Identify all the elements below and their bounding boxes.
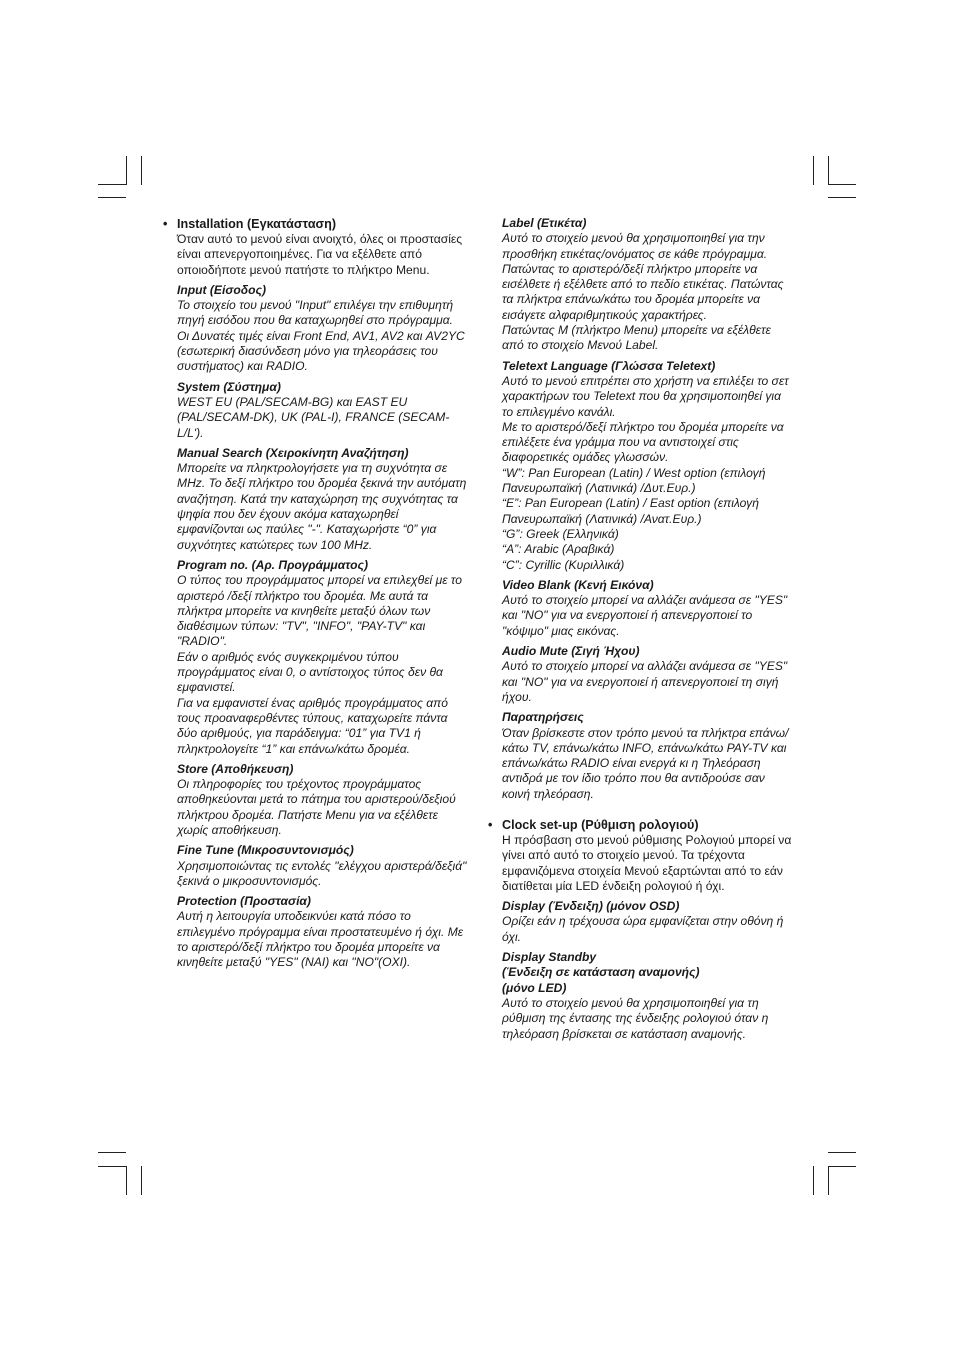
section-text: Αυτό το στοιχείο μενού θα χρησιμοποιηθεί για την προσθήκη ετικέτας/ονόματος σε κάθε πρόγραμμα. Πατώντας το αριστερό/δεξί πλήκτρο μπορείτε να εισέλθετε ή εξέλθετε από το πεδίο ετικέτας. Πατώντας τα πλήκτρα επάνω/κάτω του δρομέα μπορείτε να εισάγετε αλφαριθμητικούς χαρακτήρες. Πατώντας M (πλήκτρο Menu) μπορείτε να εξέλθετε από το στοιχείο Μενού Label.	[502, 231, 784, 353]
bullet-icon: •	[163, 217, 168, 231]
section-text: Μπορείτε να πληκτρολογήσετε για τη συχνότητα σε MHz. Το δεξί πλήκτρο του δρομέα ξεκινά την αυτόματη αναζήτηση. Κατά την καταχώρηση της συχνότητας τα ψηφία που δεν έχουν ακόμα καταχωρηθεί εμφανίζονται ως παύλες "-". Καταχωρήστε “0” για συχνότητες κατώτερες των 100 MHz.	[177, 461, 467, 552]
section-text: Ο τύπος του προγράμματος μπορεί να επιλεχθεί με το αριστερό /δεξί πλήκτρο του δρομέα. Με αυτά τα πλήκτρα μπορείτε να κινηθείτε μεταξύ όλων των διαθέσιμων τύπων: "TV", "INFO", "PAY-TV" και "RADIO". Εάν ο αριθμός ενός συγκεκριμένου τύπου προγράμματος είναι 0, ο αντίστοιχος τύπος δεν θα εμφανιστεί. Για να εμφανιστεί ένας αριθμός προγράμματος από τους προαναφερθέντες τύπους, καταχωρείτε πάντα δύο αριθμούς, για παράδειγμα: “01” για TV1 ή πληκτρολογείτε “1” και επάνω/κάτω δρομέα.	[177, 573, 462, 756]
crop-mark-bottom-left-h	[98, 1152, 126, 1153]
crop-mark-top-left-h	[98, 184, 126, 185]
section-audio-mute	[488, 644, 793, 705]
section-notes	[488, 710, 793, 802]
section-text: Οι πληροφορίες του τρέχοντος προγράμματος αποθηκεύονται μετά το πάτημα του αριστερού/δεξιού πλήκτρου δρομέα. Πατήστε Menu για να εξέλθετε χωρίς αποθήκευση.	[177, 777, 456, 837]
section-teletext-language	[488, 359, 793, 573]
section-title: Manual Search (Χειροκίνητη Αναζήτηση)	[177, 445, 409, 460]
installation-intro: Όταν αυτό το μενού είναι ανοιχτό, όλες οι προστασίες είναι απενεργοποιημένες. Για να εξέλθετε από οποιοδήποτε μενού πατήστε το πλήκτρο Menu.	[177, 232, 463, 277]
section-title: Παρατηρήσεις	[502, 710, 584, 725]
section-text: Αυτό το μενού επιτρέπει στο χρήστη να επιλέξει το σετ χαρακτήρων του Teletext που θα χρησιμοποιηθεί για το επιλεγμένο κανάλι. Με το αριστερό/δεξί πλήκτρο του δρομέα μπορείτε να επιλέξετε ένα γράμμα που να αντιστοιχεί στις διαφορετικές ομάδες γλωσσών. “W”: Pan European (Latin) / West option (επιλογή Πανευρωπαϊκή (Λατινικά) /Δυτ.Ευρ.) “E”: Pan European (Latin) / East option (επιλογή Πανευρωπαϊκή (Λατινικά) /Ανατ.Ευρ.) “G”: Greek (Ελληνικά) “A”: Arabic (Αραβικά) “C”: Cyrillic (Κυριλλικά)	[502, 373, 789, 572]
crop-mark-bottom-left-v2	[141, 1166, 142, 1195]
clock-setup-heading-text: Clock set-up (Ρύθμιση ρολογιού)	[502, 817, 699, 832]
section-display-standby	[488, 950, 793, 1042]
crop-mark-bottom-right-v2	[828, 1166, 829, 1195]
section-title: Program no. (Αρ. Προγράμματος)	[177, 557, 368, 572]
crop-mark-bottom-left-v	[126, 1166, 127, 1195]
crop-mark-top-right-h	[828, 184, 856, 185]
section-title: Input (Είσοδος)	[177, 282, 267, 297]
installation-heading	[163, 216, 468, 232]
section-title: Label (Ετικέτα)	[502, 216, 587, 230]
section-title: Teletext Language (Γλώσσα Teletext)	[502, 358, 716, 373]
crop-mark-bottom-right-v	[813, 1166, 814, 1195]
section-title: Display (Ένδειξη) (μόνον OSD)	[502, 899, 680, 914]
section-protection	[163, 894, 468, 970]
crop-mark-top-right-h2	[828, 197, 856, 198]
clock-setup-heading	[488, 817, 793, 833]
crop-mark-top-left-h2	[98, 197, 126, 198]
crop-mark-bottom-left-h2	[98, 1166, 126, 1167]
section-manual-search	[163, 446, 468, 553]
section-input	[163, 283, 468, 375]
section-text: Αυτό το στοιχείο μπορεί να αλλάζει ανάμεσα σε "YES" και "NO" για να ενεργοποιεί ή απενεργοποιεί τη σιγή ήχου.	[502, 659, 788, 704]
section-text: Αυτή η λειτουργία υποδεικνύει κατά πόσο το επιλεγμένο πρόγραμμα είναι προστατευμένο ή όχι. Με το αριστερό/δεξί πλήκτρο του δρομέα μπορείτε να κινηθείτε μεταξύ "YES" (NAI) και "NO"(OXI).	[177, 909, 464, 970]
section-text: Αυτό το στοιχείο μπορεί να αλλάζει ανάμεσα σε "YES" και "NO" για να ενεργοποιεί ή απενεργοποιεί το "κόψιμο" μιας εικόνας.	[502, 593, 788, 638]
section-title: Video Blank (Κενή Εικόνα)	[502, 577, 654, 592]
section-fine-tune	[163, 843, 468, 889]
right-column	[488, 216, 793, 1047]
section-title: Audio Mute (Σιγή Ήχου)	[502, 644, 640, 659]
crop-mark-top-right-v	[813, 156, 814, 185]
section-video-blank	[488, 578, 793, 639]
section-text: Χρησιμοποιώντας τις εντολές "ελέγχου αριστερά/δεξιά" ξεκινά ο μικροσυντονισμός.	[177, 858, 467, 888]
left-column	[163, 216, 468, 976]
section-title: Protection (Προστασία)	[177, 894, 311, 909]
section-text: Ορίζει εάν η τρέχουσα ώρα εμφανίζεται στην οθόνη ή όχι.	[502, 914, 784, 944]
crop-mark-top-right-v2	[828, 156, 829, 185]
section-program-no	[163, 558, 468, 757]
installation-heading-text: Installation (Εγκατάσταση)	[177, 217, 337, 231]
section-title: Display Standby (Ένδειξη σε κατάσταση αναμονής) (μόνο LED)	[502, 950, 700, 995]
crop-mark-top-left-v2	[141, 156, 142, 185]
section-store	[163, 762, 468, 838]
crop-mark-top-left-v	[126, 156, 127, 185]
section-text: Όταν βρίσκεστε στον τρόπο μενού τα πλήκτρα επάνω/κάτω TV, επάνω/κάτω INFO, επάνω/κάτω PAY-TV και επάνω/κάτω RADIO είναι ενεργά κι η Τηλεόραση αντιδρά με τον ίδιο τρόπο που θα αντιδρούσε σαν κοινή τηλεόραση.	[502, 725, 789, 801]
section-display-osd	[488, 899, 793, 945]
section-text: Το στοιχείο του μενού "Input" επιλέγει την επιθυμητή πηγή εισόδου που θα καταχωρηθεί στο πρόγραμμα. Οι Δυνατές τιμές είναι Front End, AV1, AV2 και AV2YC (εσωτερική διασύνδεση μόνο για τηλεοράσεις του συστήματος) και RADIO.	[177, 298, 465, 374]
section-system	[163, 380, 468, 441]
crop-mark-bottom-right-h2	[828, 1166, 856, 1167]
section-text: Αυτό το στοιχείο μενού θα χρησιμοποιηθεί για τη ρύθμιση της έντασης της ένδειξης ρολογιού όταν η τηλεόραση βρίσκεται σε κατάσταση αναμονής.	[502, 995, 769, 1041]
crop-mark-bottom-right-h	[828, 1152, 856, 1153]
section-title: Fine Tune (Μικροσυντονισμός)	[177, 843, 354, 858]
section-title: Store (Αποθήκευση)	[177, 761, 294, 776]
clock-setup-intro: Η πρόσβαση στο μενού ρύθμισης Ρολογιού μπορεί να γίνει από αυτό το στοιχείο μενού. Τα τρέχοντα εμφανιζόμενα στοιχεία Μενού εξαρτώνται από το εάν διατίθεται μία LED ένδειξη ρολογιού ή όχι.	[502, 832, 792, 893]
section-text: WEST EU (PAL/SECAM-BG) και EAST EU (PAL/SECAM-DK), UK (PAL-I), FRANCE (SECAM-L/L').	[177, 394, 450, 440]
bullet-icon: •	[488, 817, 493, 832]
section-label	[488, 216, 793, 354]
section-title: System (Σύστημα)	[177, 379, 281, 394]
